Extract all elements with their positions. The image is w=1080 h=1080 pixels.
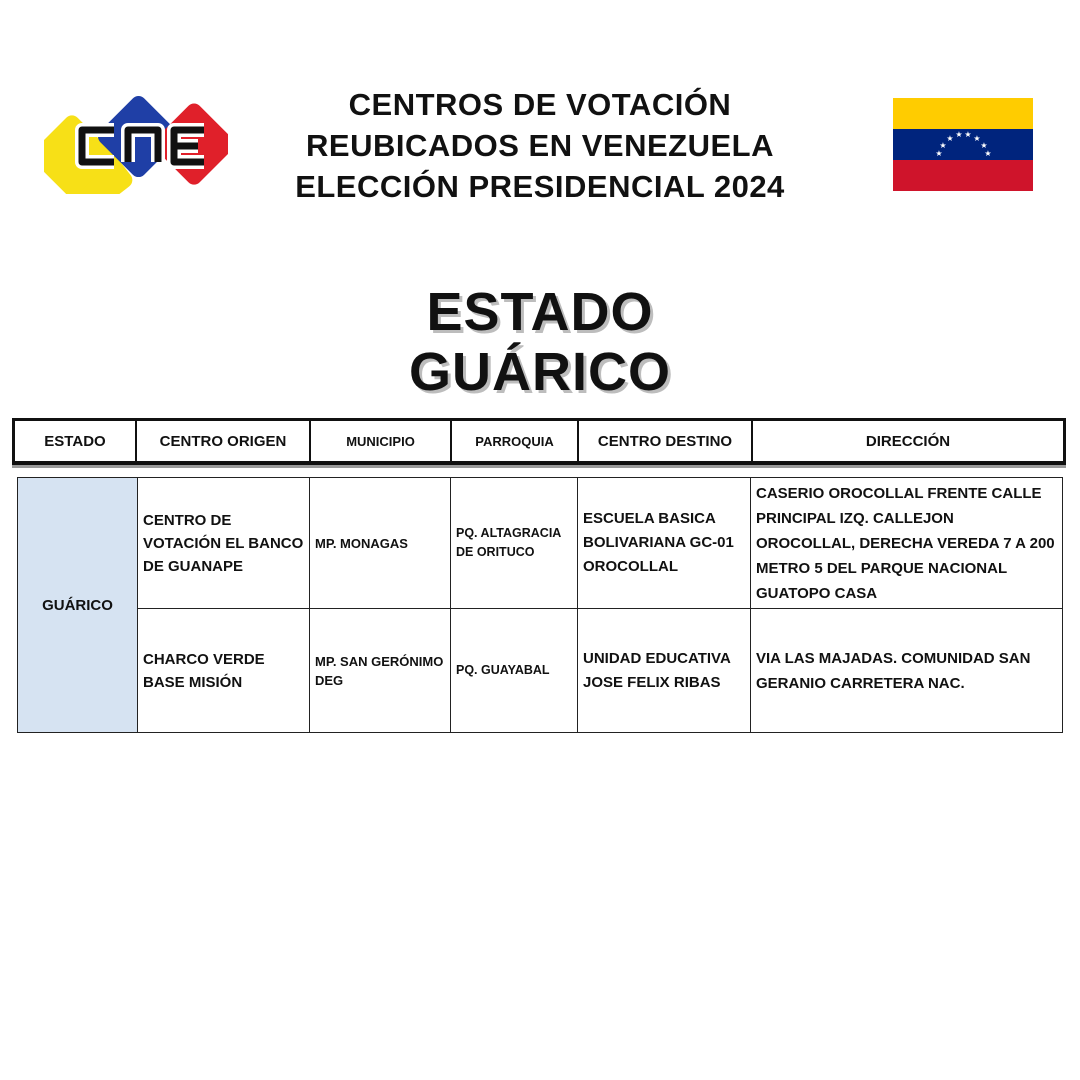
header-direccion: DIRECCIÓN bbox=[865, 432, 951, 450]
header-centro-destino: CENTRO DESTINO bbox=[579, 421, 753, 461]
venezuela-flag bbox=[893, 98, 1033, 191]
estado-cell: GUÁRICO bbox=[18, 478, 138, 732]
svg-text:★: ★ bbox=[935, 149, 943, 158]
svg-text:★: ★ bbox=[955, 130, 963, 139]
header-line-2: REUBICADOS EN VENEZUELA bbox=[306, 128, 774, 163]
venezuela-flag-graphic bbox=[893, 98, 1033, 191]
table-row bbox=[138, 478, 1062, 609]
svg-text:★: ★ bbox=[973, 134, 981, 143]
table-row bbox=[138, 609, 1062, 732]
svg-text:★: ★ bbox=[939, 141, 947, 150]
header-title bbox=[200, 84, 880, 207]
centro-destino-cell: ESCUELA BASICA BOLIVARIANA GC-01 OROCOLLAL bbox=[578, 478, 751, 608]
centro-destino-cell: UNIDAD EDUCATIVA JOSE FELIX RIBAS bbox=[578, 609, 751, 732]
svg-text:★: ★ bbox=[964, 130, 972, 139]
parroquia-cell: PQ. ALTAGRACIA DE ORITUCO bbox=[451, 478, 578, 608]
state-title-line-2: GUÁRICO bbox=[409, 342, 671, 402]
svg-text:★: ★ bbox=[984, 149, 992, 158]
municipio-cell: MP. MONAGAS bbox=[310, 478, 451, 608]
header-municipio: MUNICIPIO bbox=[311, 421, 452, 461]
centro-origen-cell: CHARCO VERDE BASE MISIÓN bbox=[138, 609, 310, 732]
header-line-1: CENTROS DE VOTACIÓN bbox=[348, 87, 732, 122]
state-title bbox=[290, 282, 790, 402]
header-parroquia: PARROQUIA bbox=[452, 421, 579, 461]
table-body bbox=[17, 477, 1063, 733]
direccion-cell: VIA LAS MAJADAS. COMUNIDAD SAN GERANIO CARRETERA NAC. bbox=[756, 649, 1031, 692]
table-header bbox=[12, 418, 1066, 465]
parroquia-cell: PQ. GUAYABAL bbox=[451, 609, 578, 732]
header-estado: ESTADO bbox=[15, 421, 137, 461]
municipio-cell: MP. SAN GERÓNIMO DEG bbox=[310, 609, 451, 732]
header-line-3: ELECCIÓN PRESIDENCIAL 2024 bbox=[295, 169, 785, 204]
header-centro-origen: CENTRO ORIGEN bbox=[137, 421, 311, 461]
svg-text:★: ★ bbox=[980, 141, 988, 150]
centro-origen-cell: CENTRO DE VOTACIÓN EL BANCO DE GUANAPE bbox=[138, 478, 310, 608]
state-title-line-1: ESTADO bbox=[426, 282, 654, 342]
table-rows bbox=[138, 478, 1062, 732]
direccion-cell: CASERIO OROCOLLAL FRENTE CALLE PRINCIPAL IZQ. CALLEJON OROCOLLAL, DERECHA VEREDA 7 A 200 METRO 5 DEL PARQUE NACIONAL GUATOPO CASA bbox=[756, 484, 1055, 602]
svg-text:★: ★ bbox=[946, 134, 954, 143]
